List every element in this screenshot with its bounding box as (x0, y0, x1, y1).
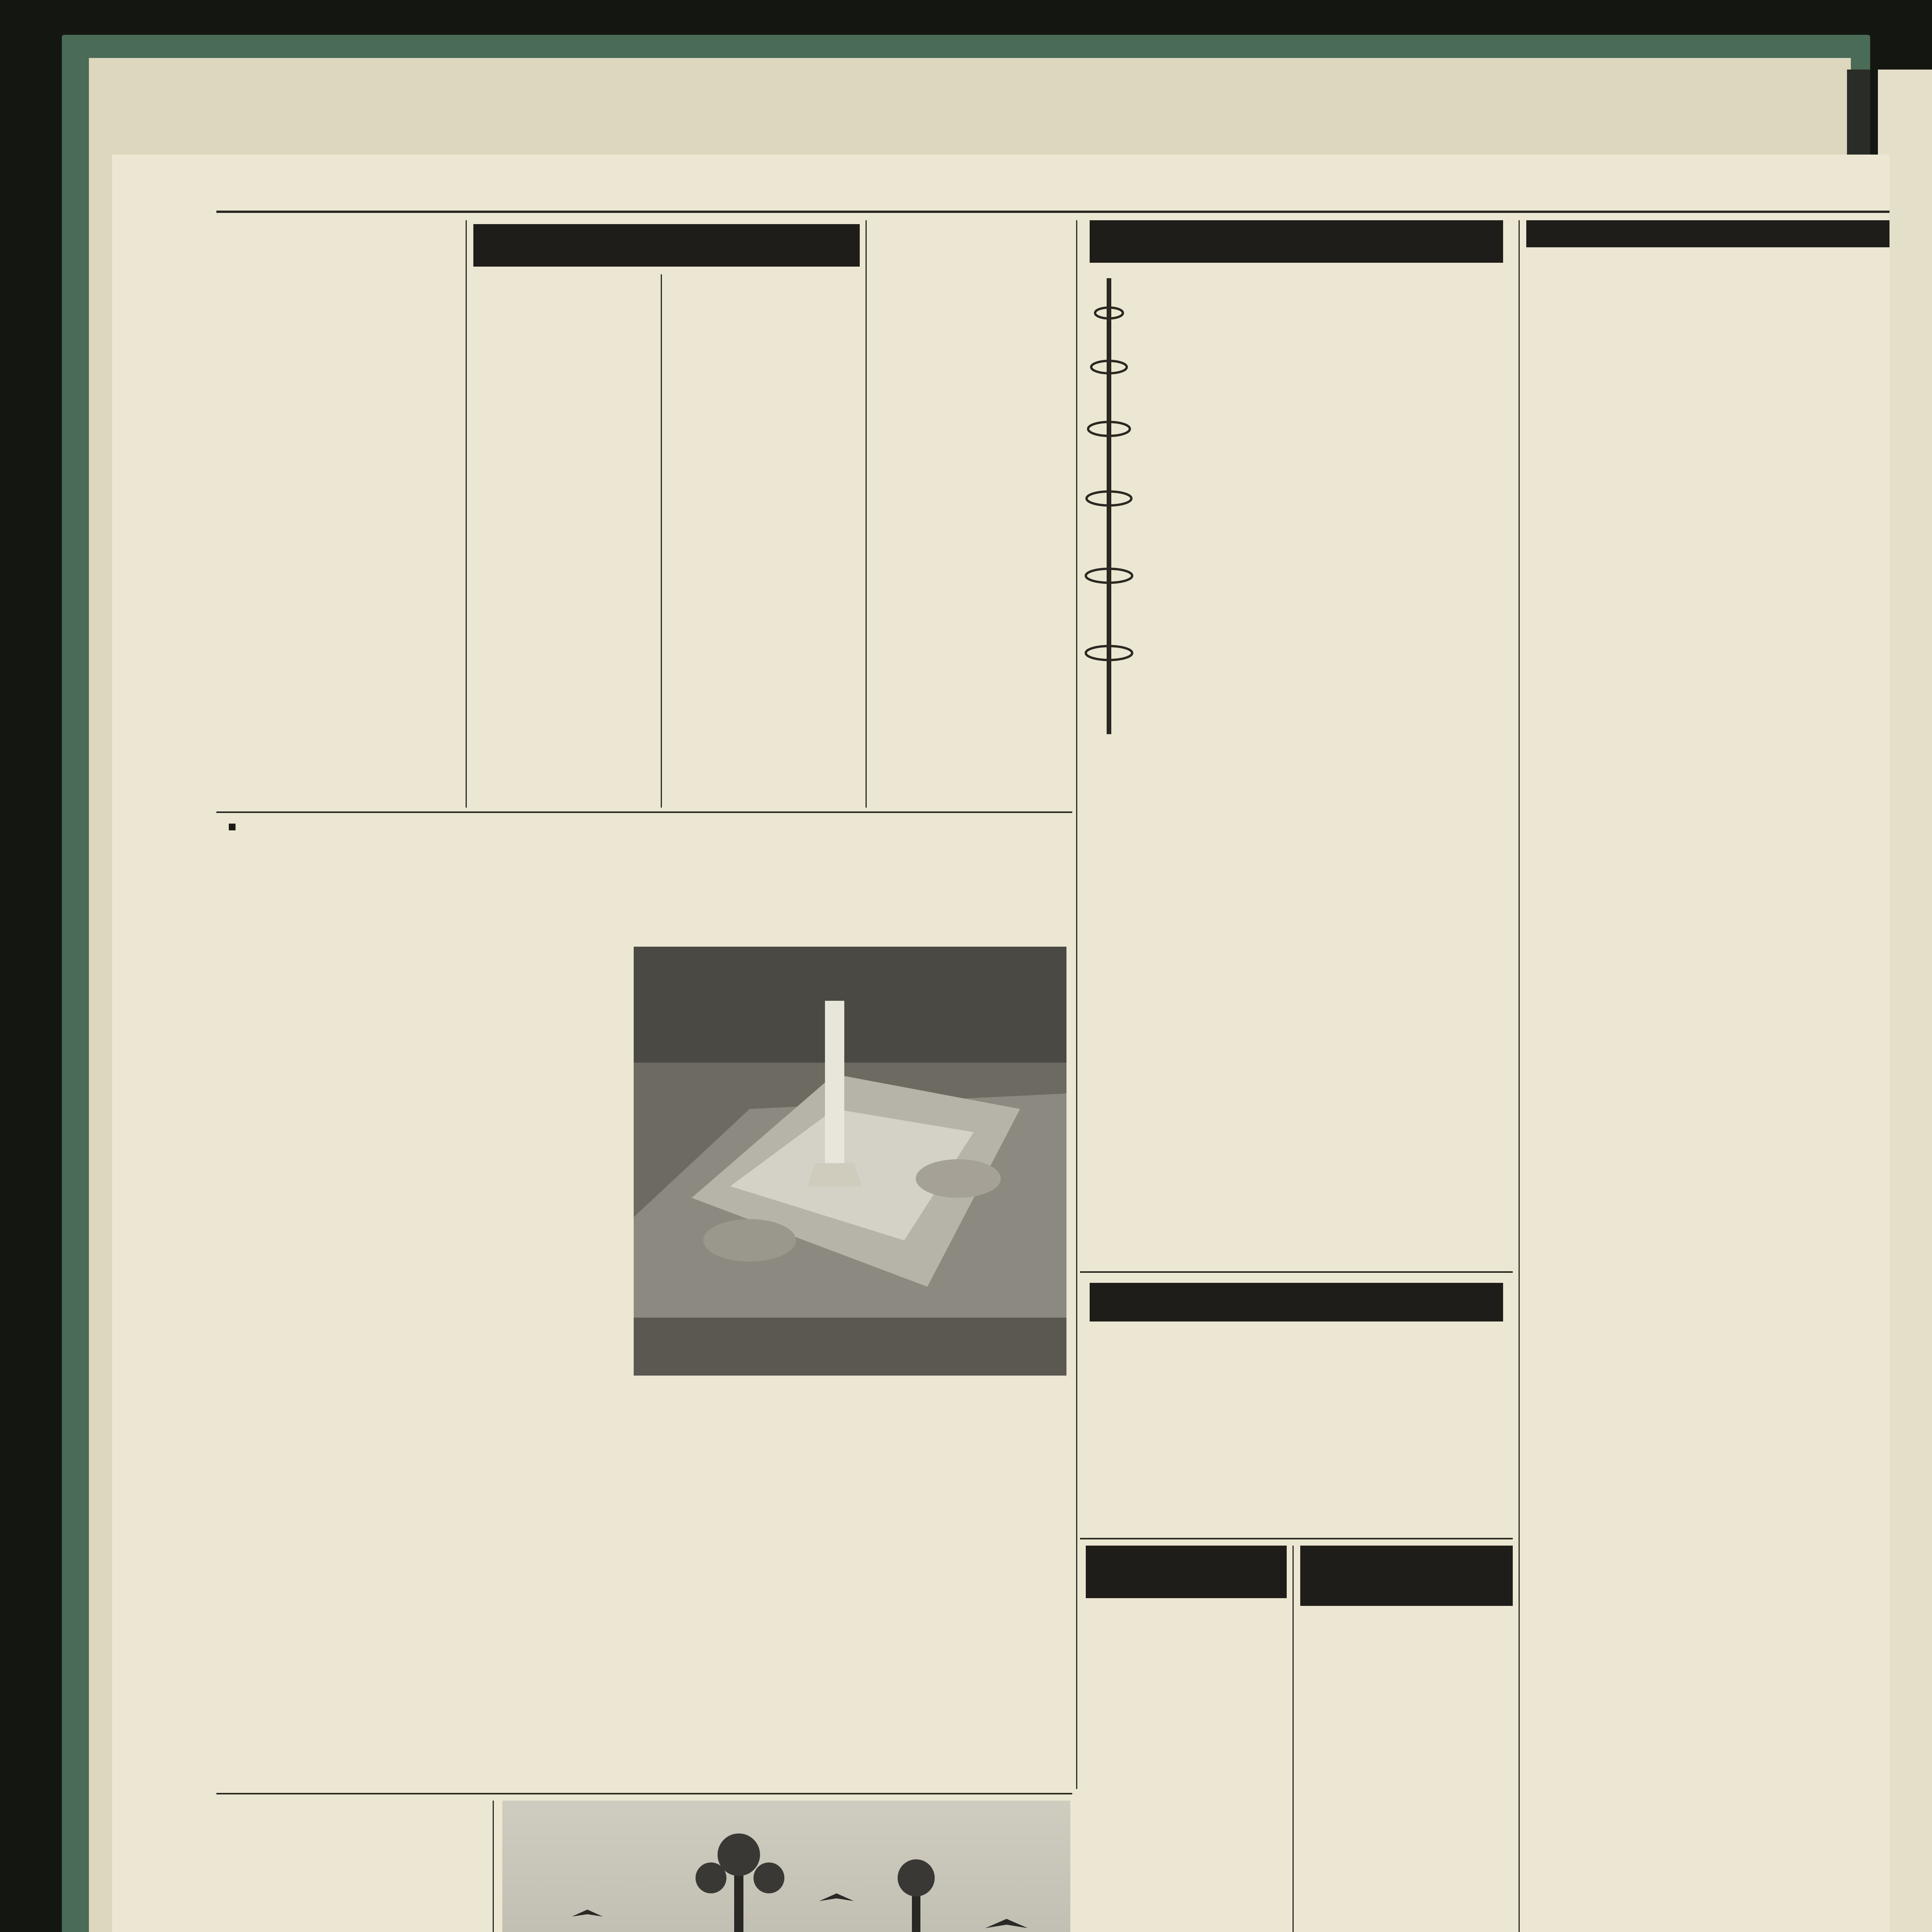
info-banner (473, 224, 860, 267)
column-rule (466, 220, 467, 808)
radio-banner (1090, 1283, 1503, 1321)
column-rule (1076, 220, 1077, 1789)
column-rule (493, 1801, 494, 1932)
kino-article (220, 220, 460, 808)
masthead-rule (216, 211, 1889, 213)
obelisk-col-3 (634, 1406, 842, 1785)
obelisk-kicker: ■ (228, 818, 236, 834)
memorial-model-photo (634, 947, 1066, 1376)
yalta-embankment-photo (502, 1801, 1070, 1932)
newspaper-page (112, 155, 1889, 1932)
section-rule (1080, 1271, 1513, 1273)
obelisk-col-1 (224, 943, 417, 1785)
section-rule (216, 1793, 1072, 1794)
tv-banner (1090, 220, 1503, 263)
ads-column (1526, 255, 1889, 1932)
column-rule (1293, 1546, 1294, 1932)
theater-banner (1300, 1546, 1513, 1606)
tv-program (1082, 267, 1511, 1379)
ads-banner (1526, 220, 1889, 247)
theater-listing (1300, 1546, 1513, 1932)
memorial-model-image (634, 947, 1066, 1376)
radio-program (1086, 1329, 1511, 1530)
column-rule (661, 274, 662, 808)
tv-tower-icon (1082, 267, 1136, 746)
gymnasts-article (220, 1804, 487, 1932)
column-rule (1519, 220, 1520, 1932)
atlantic-article (1086, 1546, 1287, 1932)
section-rule (216, 811, 1072, 813)
atlantic-banner (1086, 1546, 1287, 1598)
obelisk-text-4 (854, 1406, 1070, 1662)
column-rule (866, 220, 867, 808)
embankment-image (502, 1801, 1070, 1932)
philately-article (873, 220, 1070, 808)
students-article (473, 274, 655, 808)
obelisk-col-2 (429, 943, 622, 1785)
obelisk-col-4 (854, 1406, 1070, 1785)
section-rule (1080, 1538, 1513, 1539)
camp-article (668, 274, 858, 808)
